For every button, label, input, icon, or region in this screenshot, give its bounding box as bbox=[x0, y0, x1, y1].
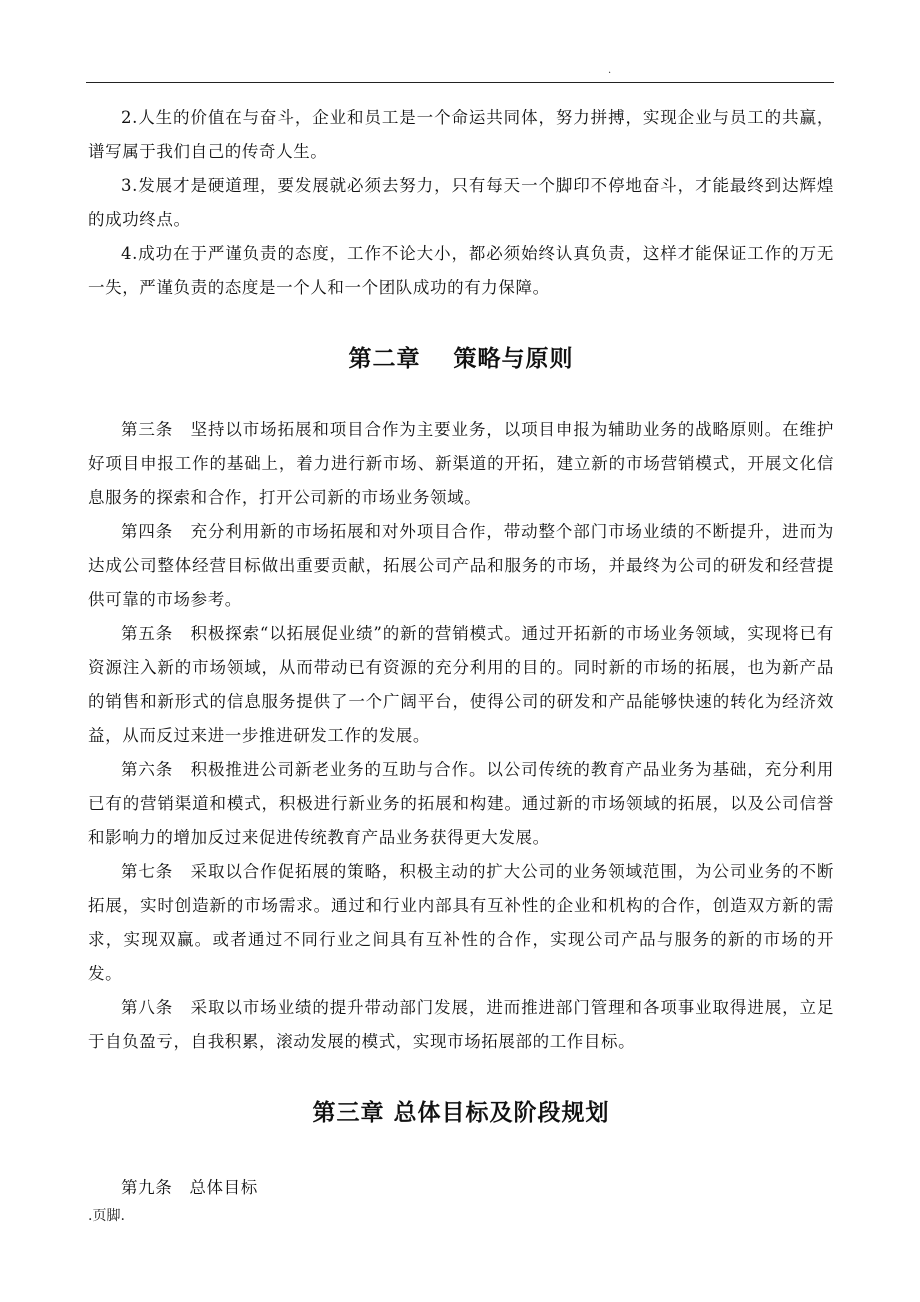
article-7: 第七条 采取以合作促拓展的策略，积极主动的扩大公司的业务领域范围，为公司业务的不断拓展，实时创造新的市场需求。通过和行业内部具有互补性的企业和机构的合作，创造双方新的需求，实现双赢。或者通过不同行业之间具有互补性的合作，实现公司产品与服务的新的市场的开发。 bbox=[88, 862, 834, 983]
intro-item-3: 3.发展才是硬道理，要发展就必须去努力，只有每天一个脚印不停地奋斗，才能最终到达辉煌的成功终点。 bbox=[88, 176, 834, 229]
page-footer: .页脚. bbox=[88, 1208, 125, 1224]
intro-item-2: 2.人生的价值在与奋斗，企业和员工是一个命运共同体，努力拼搏，实现企业与员工的共赢，谱写属于我们自己的传奇人生。 bbox=[88, 108, 834, 161]
header-mark: . bbox=[608, 65, 612, 76]
article-6: 第六条 积极推进公司新老业务的互助与合作。以公司传统的教育产品业务为基础，充分利用已有的营销渠道和模式，积极进行新业务的拓展和构建。通过新的市场领域的拓展，以及公司信誉和影响力的增加反过来促进传统教育产品业务获得更大发展。 bbox=[88, 760, 834, 847]
chapter-2-title: 第二章 策略与原则 bbox=[348, 346, 574, 372]
chapter-3-title: 第三章 总体目标及阶段规划 bbox=[312, 1100, 610, 1126]
intro-item-4: 4.成功在于严谨负责的态度，工作不论大小，都必须始终认真负责，这样才能保证工作的万无一失，严谨负责的态度是一个人和一个团队成功的有力保障。 bbox=[88, 244, 834, 297]
article-9: 第九条 总体目标 bbox=[121, 1178, 258, 1197]
article-4: 第四条 充分利用新的市场拓展和对外项目合作，带动整个部门市场业绩的不断提升，进而为达成公司整体经营目标做出重要贡献，拓展公司产品和服务的市场，并最终为公司的研发和经营提供可靠的市场参考。 bbox=[88, 522, 834, 609]
article-3: 第三条 坚持以市场拓展和项目合作为主要业务，以项目申报为辅助业务的战略原则。在维护好项目申报工作的基础上，着力进行新市场、新渠道的开拓，建立新的市场营销模式，开展文化信息服务的探索和合作，打开公司新的市场业务领域。 bbox=[88, 420, 834, 507]
document-body bbox=[88, 101, 834, 1205]
header-rule bbox=[86, 82, 834, 83]
article-8: 第八条 采取以市场业绩的提升带动部门发展，进而推进部门管理和各项事业取得进展，立足于自负盈亏，自我积累，滚动发展的模式，实现市场拓展部的工作目标。 bbox=[88, 998, 834, 1051]
article-5: 第五条 积极探索“以拓展促业绩”的新的营销模式。通过开拓新的市场业务领域，实现将已有资源注入新的市场领域，从而带动已有资源的充分利用的目的。同时新的市场的拓展，也为新产品的销售和新形式的信息服务提供了一个广阔平台，使得公司的研发和产品能够快速的转化为经济效益，从而反过来进一步推进研发工作的发展。 bbox=[88, 624, 834, 745]
